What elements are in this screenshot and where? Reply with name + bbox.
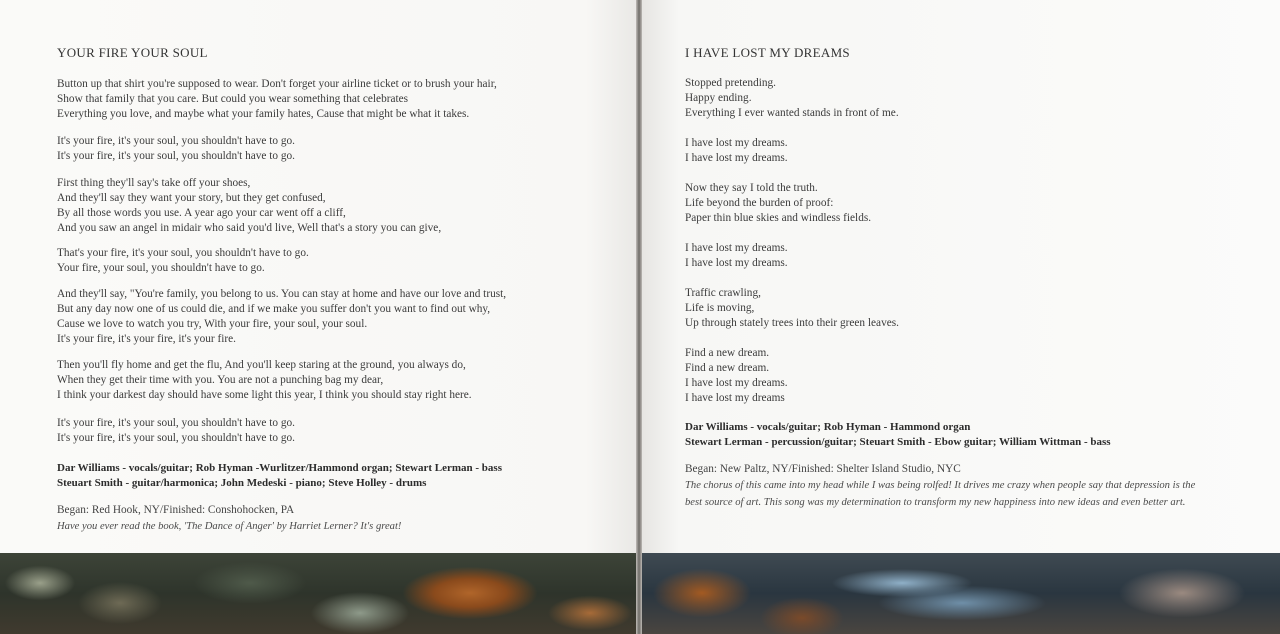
began-finished: Began: Red Hook, NY/Finished: Conshohocken, PA — [57, 504, 295, 516]
stanza — [57, 416, 295, 446]
lyric-line: I have lost my dreams. — [685, 377, 788, 389]
lyric-line: Up through stately trees into their green leaves. — [685, 317, 899, 329]
lyric-line: Happy ending. — [685, 92, 752, 104]
credits — [57, 461, 502, 491]
booklet-gutter — [636, 0, 642, 634]
lyric-line: But any day now one of us could die, and if we make you suffer don't you want to find out why, — [57, 303, 491, 315]
lyric-line: And they'll say, "You're family, you belong to us. You can stay at home and have our love and trust, — [57, 288, 507, 300]
stanza — [685, 241, 788, 271]
stanza — [57, 358, 472, 403]
stanza — [57, 176, 441, 236]
lyric-line: That's your fire, it's your soul, you shouldn't have to go. — [57, 247, 309, 259]
lyric-line: By all those words you use. A year ago your car went off a cliff, — [57, 207, 346, 219]
lyric-line: Find a new dream. — [685, 362, 770, 374]
stanza — [57, 134, 295, 164]
lyric-line: Life beyond the burden of proof: — [685, 197, 834, 209]
lyric-line: Your fire, your soul, you shouldn't have to go. — [57, 262, 265, 274]
credits — [685, 420, 1111, 450]
lyric-line: I have lost my dreams — [685, 392, 785, 404]
credit-line: Dar Williams - vocals/guitar; Rob Hyman -Wurlitzer/Hammond organ; Stewart Lerman - bass — [57, 462, 502, 474]
lyric-line: Button up that shirt you're supposed to wear. Don't forget your airline ticket or to brush your hair, — [57, 78, 497, 90]
lyric-line: It's your fire, it's your soul, you shouldn't have to go. — [57, 135, 295, 147]
song-notes — [57, 503, 401, 535]
stanza — [57, 246, 309, 276]
credit-line: Stewart Lerman - percussion/guitar; Steuart Smith - Ebow guitar; William Wittman - bass — [685, 436, 1111, 448]
began-finished: Began: New Paltz, NY/Finished: Shelter Island Studio, NYC — [685, 463, 961, 475]
lyric-line: Find a new dream. — [685, 347, 770, 359]
credit-line: Steuart Smith - guitar/harmonica; John Medeski - piano; Steve Holley - drums — [57, 477, 427, 489]
stanza — [685, 346, 788, 406]
lyric-line: Then you'll fly home and get the flu, And you'll keep staring at the ground, you always do, — [57, 359, 466, 371]
stanza — [685, 286, 899, 331]
lyric-line: Life is moving, — [685, 302, 755, 314]
song-title: I HAVE LOST MY DREAMS — [685, 45, 850, 60]
lyric-line: I have lost my dreams. — [685, 257, 788, 269]
stanza — [685, 136, 788, 166]
stanza — [685, 181, 871, 226]
lyric-line: Everything you love, and maybe what your family hates, Cause that might be what it takes. — [57, 108, 470, 120]
river-photo-left — [0, 553, 636, 634]
lyric-line: Everything I ever wanted stands in front of me. — [685, 107, 899, 119]
credit-line: Dar Williams - vocals/guitar; Rob Hyman - Hammond organ — [685, 421, 971, 433]
lyric-line: Now they say I told the truth. — [685, 182, 818, 194]
lyric-line: And you saw an angel in midair who said you'd live, Well that's a story you can give, — [57, 222, 442, 234]
lyric-line: Paper thin blue skies and windless fields. — [685, 212, 872, 224]
lyric-line: Stopped pretending. — [685, 77, 776, 89]
lyric-line: I think your darkest day should have some light this year, I think you should stay right here. — [57, 389, 472, 401]
song-title: YOUR FIRE YOUR SOUL — [57, 45, 208, 60]
lyric-line: Show that family that you care. But could you wear something that celebrates — [57, 93, 409, 105]
stanza — [57, 77, 497, 122]
river-photo-right — [642, 553, 1280, 634]
lyric-line: And they'll say they want your story, but they get confused, — [57, 192, 326, 204]
lyric-line: It's your fire, it's your soul, you shouldn't have to go. — [57, 432, 295, 444]
lyric-line: It's your fire, it's your soul, you shouldn't have to go. — [57, 150, 295, 162]
lyric-line: Cause we love to watch you try, With your fire, your soul, your soul. — [57, 318, 368, 330]
stanza — [57, 287, 506, 347]
song-notes — [685, 462, 1195, 511]
lyric-line: First thing they'll say's take off your shoes, — [57, 177, 251, 189]
stanza — [685, 76, 899, 121]
lyric-line: Traffic crawling, — [685, 287, 761, 299]
author-note: The chorus of this came into my head while I was being rolfed! It drives me crazy when people say that depression is the — [685, 480, 1196, 491]
lyric-line: I have lost my dreams. — [685, 152, 788, 164]
lyric-line: I have lost my dreams. — [685, 242, 788, 254]
author-note: Have you ever read the book, 'The Dance of Anger' by Harriet Lerner? It's great! — [57, 521, 402, 532]
lyric-line: It's your fire, it's your soul, you shouldn't have to go. — [57, 417, 295, 429]
lyric-line: I have lost my dreams. — [685, 137, 788, 149]
author-note: best source of art. This song was my determination to transform my new happiness into new ideas and even better art. — [685, 497, 1186, 508]
lyric-line: It's your fire, it's your fire, it's your fire. — [57, 333, 236, 345]
lyric-line: When they get their time with you. You are not a punching bag my dear, — [57, 374, 384, 386]
